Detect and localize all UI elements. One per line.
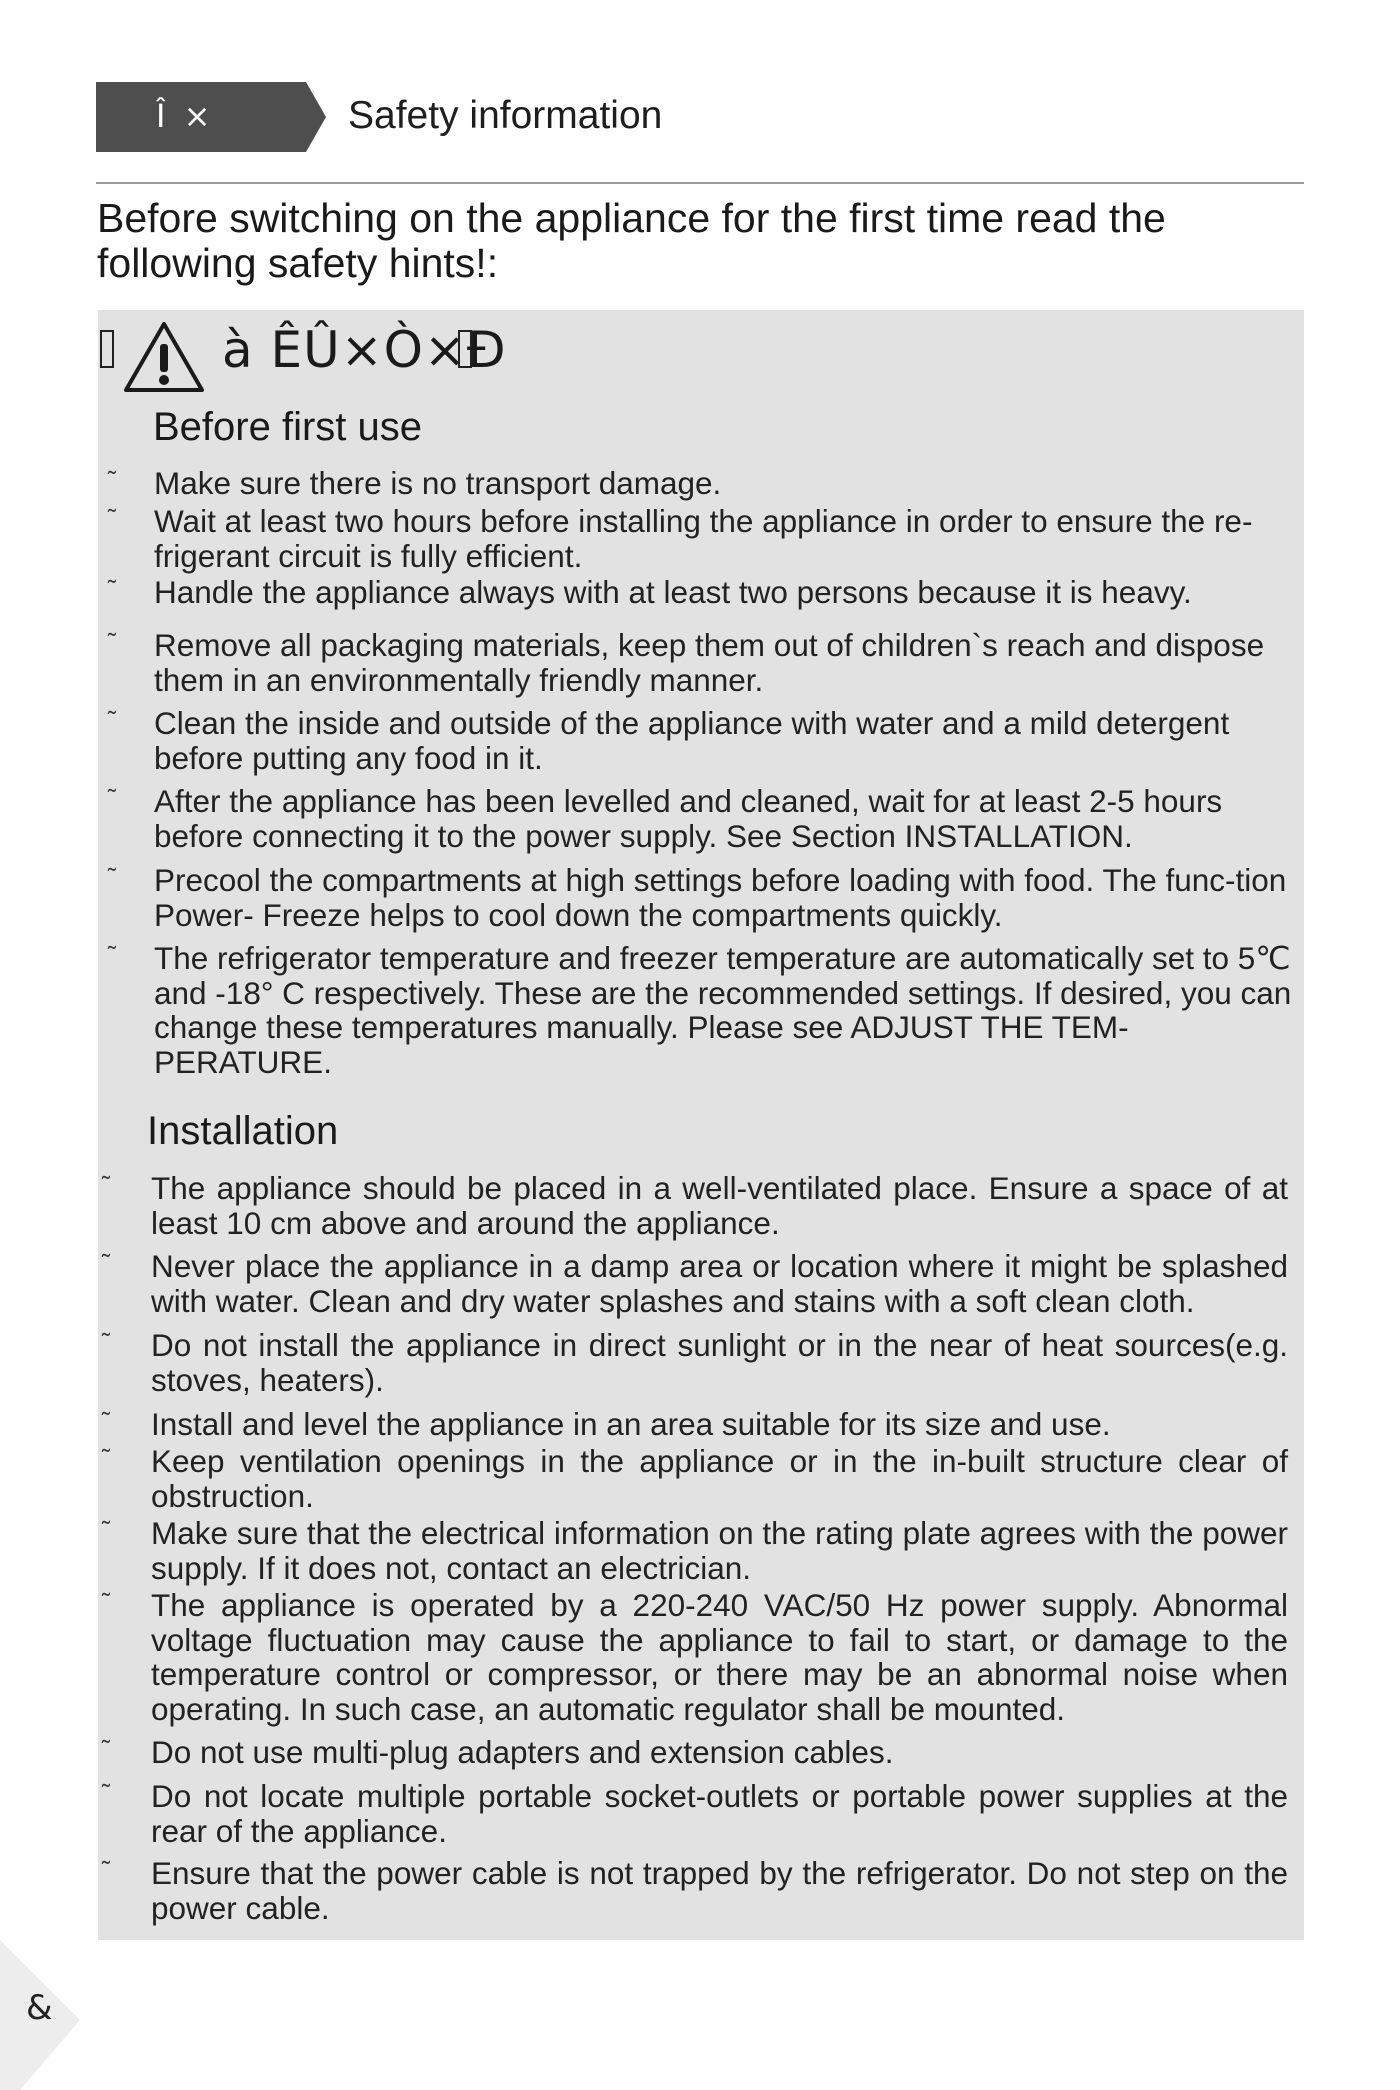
list-item-text: Wait at least two hours before installing the appliance in order to ensure the re-frigerant circuit is fully efficient.: [154, 503, 1253, 574]
bullet-mark: ˜: [108, 467, 116, 494]
list-item-text: Do not install the appliance in direct sunlight or in the near of heat sources(e.g. stoves, heaters).: [151, 1327, 1288, 1398]
header-section-code: Î ×: [156, 97, 215, 135]
list-item: [102, 1735, 1288, 1770]
list-item: [102, 1249, 1288, 1318]
list-item-text: The appliance should be placed in a well-ventilated place. Ensure a space of at least 10 cm above and around the appliance.: [151, 1170, 1288, 1241]
list-item: [108, 863, 1292, 932]
warning-triangle-icon: [122, 318, 206, 396]
list-item-text: Precool the compartments at high settings before loading with food. The func-tion Power- Freeze helps to cool down the compartments quickly.: [154, 862, 1287, 933]
bullet-mark: ˜: [108, 785, 116, 812]
warning-header: [98, 318, 598, 398]
list-item: [102, 1516, 1288, 1585]
list-item: [108, 784, 1292, 853]
list-item-text: Never place the appliance in a damp area or location where it might be splashed with water. Clean and dry water splashes and stains with a soft clean cloth.: [151, 1248, 1288, 1319]
list-item-text: Make sure there is no transport damage.: [154, 465, 722, 501]
list-item: [102, 1444, 1288, 1513]
page-title: Safety information: [348, 94, 663, 137]
bullet-mark: ˜: [102, 1517, 110, 1544]
bullet-mark: ˜: [102, 1589, 110, 1616]
list-item: [102, 1779, 1288, 1848]
bullet-mark: ˜: [102, 1780, 110, 1807]
bullet-mark: ˜: [102, 1329, 110, 1356]
list-item: [108, 941, 1292, 1079]
list-item-text: Remove all packaging materials, keep them out of children`s reach and dispose them in an environmentally friendly manner.: [154, 627, 1265, 698]
list-item: [102, 1328, 1288, 1397]
bullet-mark: ˜: [102, 1250, 110, 1277]
list-item: [108, 706, 1292, 775]
list-item: [102, 1407, 1288, 1442]
bullet-mark: ˜: [108, 942, 116, 969]
section-title-before-first-use: Before first use: [153, 405, 423, 449]
list-item-text: Do not locate multiple portable socket-outlets or portable power supplies at the rear of the appliance.: [151, 1778, 1288, 1849]
bullet-mark: ˜: [102, 1408, 110, 1435]
list-item: [108, 575, 1292, 610]
list-item-text: The refrigerator temperature and freezer temperature are automatically set to 5℃ and -18° C respectively. These are the recommended settings. If desired, you can change these temperatures manually. Please see ADJUST THE TEM-PERATURE.: [154, 940, 1292, 1080]
list-item-text: Install and level the appliance in an area suitable for its size and use.: [151, 1406, 1111, 1442]
bullet-mark: ˜: [102, 1857, 110, 1884]
bracket-left: [100, 330, 114, 368]
bullet-mark: ˜: [102, 1172, 110, 1199]
list-item-text: After the appliance has been levelled and cleaned, wait for at least 2-5 hours before connecting it to the power supply. See Section INSTALLATION.: [154, 783, 1223, 854]
page-number: &: [26, 1988, 53, 2028]
intro-heading: Before switching on the appliance for the first time read the following safety hints!:: [97, 195, 1166, 286]
bullet-mark: ˜: [102, 1736, 110, 1763]
list-item: [102, 1171, 1288, 1240]
warning-label: à ÊÛ×Ò×Ð: [222, 321, 507, 379]
list-item: [108, 628, 1292, 697]
bullet-mark: ˜: [108, 864, 116, 891]
list-item-text: Clean the inside and outside of the appliance with water and a mild detergent before putting any food in it.: [154, 705, 1230, 776]
list-item-text: Make sure that the electrical information on the rating plate agrees with the power supply. If it does not, contact an electrician.: [151, 1515, 1288, 1586]
list-item: [102, 1588, 1288, 1726]
list-item: [102, 1856, 1288, 1925]
bracket-right: [458, 330, 472, 368]
list-item-text: Ensure that the power cable is not trapped by the refrigerator. Do not step on the power cable.: [151, 1855, 1288, 1926]
list-item: [108, 466, 1292, 501]
list-item-text: Handle the appliance always with at least two persons because it is heavy.: [154, 574, 1192, 610]
list-item-text: The appliance is operated by a 220-240 VAC/50 Hz power supply. Abnormal voltage fluctuation may cause the appliance to fail to start, or damage to the temperature control or compressor, or there may be an abnormal noise when operating. In such case, an automatic regulator shall be mounted.: [151, 1587, 1288, 1727]
bullet-mark: ˜: [108, 629, 116, 656]
bullet-mark: ˜: [108, 505, 116, 532]
bullet-mark: ˜: [102, 1445, 110, 1472]
section-title-installation: Installation: [147, 1109, 339, 1153]
list-item-text: Do not use multi-plug adapters and extension cables.: [151, 1734, 894, 1770]
header-divider: [96, 182, 1304, 184]
bullet-mark: ˜: [108, 707, 116, 734]
list-item: [108, 504, 1292, 573]
bullet-mark: ˜: [108, 576, 116, 603]
list-item-text: Keep ventilation openings in the appliance or in the in-built structure clear of obstruction.: [151, 1443, 1288, 1514]
